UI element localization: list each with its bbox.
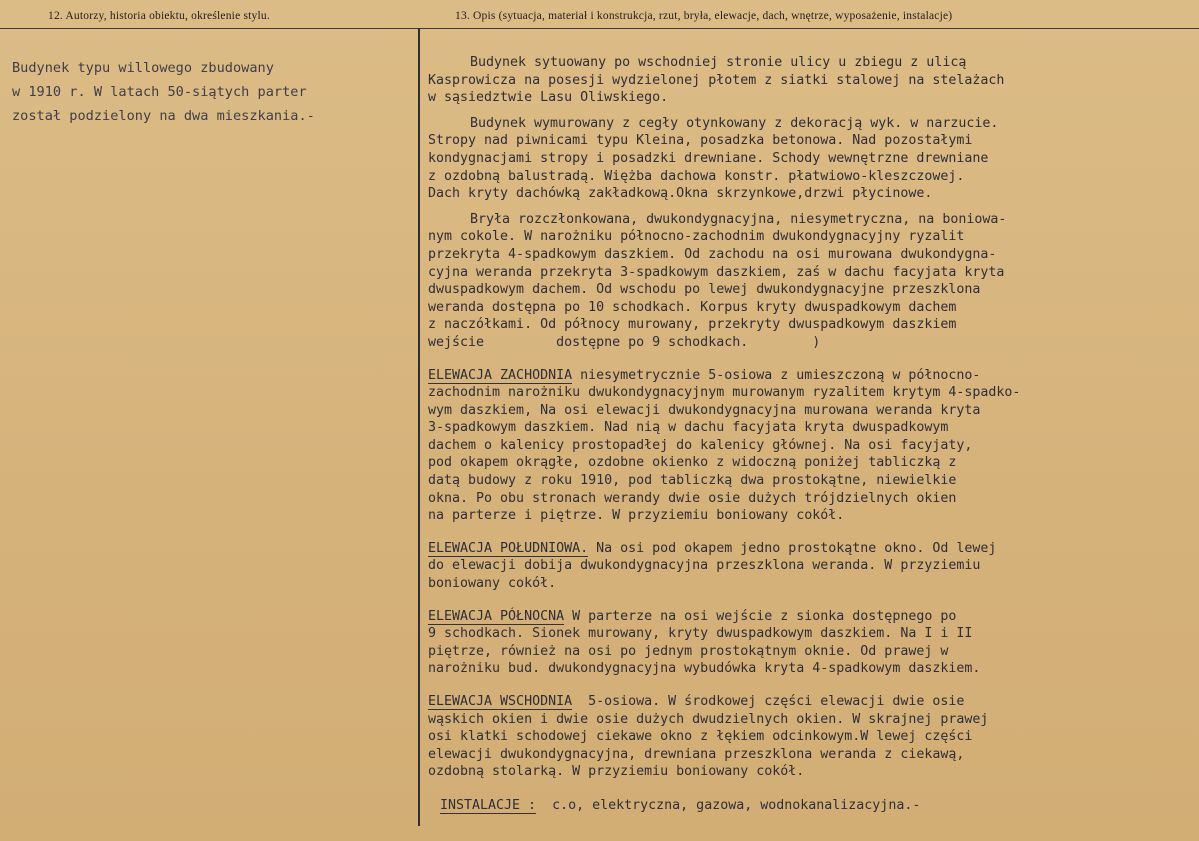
text-line: Stropy nad piwnicami typu Kleina, posadzka betonowa. Nad pozostałymi (428, 133, 973, 149)
text-line: narożniku bud. dwukondygnacyjna wybudówka kryta 4-spadkowym daszkiem. (428, 661, 981, 677)
text-line: na parterze i piętrze. W przyziemiu boniowany cokół. (428, 508, 845, 524)
text-line: Budynek sytuowany po wschodniej stronie ulicy u zbiegu z ulicą (470, 55, 967, 70)
text-line: Budynek wymurowany z cegły otynkowany z dekoracją wyk. w narzucie. (470, 115, 999, 131)
text-line: 3-spadkowym daszkiem. Nad nią w dachu facyjata kryta dwuspadkowym (428, 420, 949, 436)
west-elevation-heading: ELEWACJA ZACHODNIA (428, 367, 573, 383)
text-line (428, 540, 1188, 558)
description-text (428, 54, 1188, 819)
text-line (428, 608, 1188, 626)
section-13-header: 13. Opis (sytuacja, materiał i konstrukcja, rzut, bryła, elewacje, dach, wnętrze, wyposażenie, instalacje) (455, 10, 953, 22)
text-line: kondygnacjami stropy i posadzki drewniane. Schody wewnętrzne drewniane (428, 150, 989, 166)
west-elevation-paragraph (428, 367, 1188, 525)
text-line: Kasprowicza na posesji wydzielonej płotem z siatki stalowej na stelażach (428, 72, 1005, 88)
text-line: cyjna weranda przekryta 3-spadkowym daszkiem, zaś w dachu facyjata kryta (428, 264, 1005, 280)
text-line: datą budowy z roku 1910, pod tabliczką dwa prostokątne, niewielkie (428, 473, 957, 489)
text-line: z naczółkami. Od północy murowany, przekryty dwuspadkowym daszkiem (428, 317, 957, 333)
north-elevation-paragraph (428, 608, 1188, 678)
text-line: wejście dostępne po 9 schodkach. ) (428, 334, 821, 350)
text-line: w 1910 r. W latach 50-siątych parter (12, 84, 307, 100)
text-line (428, 797, 1188, 815)
text-line (428, 693, 1188, 711)
text-line: pod okapem okrągłe, ozdobne okienko z widoczną poniżej tabliczką z (428, 455, 957, 471)
text-line: został podzielony na dwa mieszkania.- (12, 108, 315, 124)
south-elevation-heading: ELEWACJA POŁUDNIOWA. (428, 540, 589, 556)
east-elevation-heading: ELEWACJA WSCHODNIA (428, 694, 573, 709)
text-line: Bryła rozczłonkowana, dwukondygnacyjna, niesymetryczna, na boniowa- (470, 211, 1007, 227)
text-line: Dach kryty dachówką zakładkową.Okna skrzynkowe,drzwi płycinowe. (428, 186, 933, 202)
text-line: wym daszkiem, Na osi elewacji dwukondygnacyjna murowana weranda kryta (428, 402, 981, 418)
section-12-header: 12. Autorzy, historia obiektu, określenie stylu. (48, 10, 270, 22)
north-elevation-heading: ELEWACJA PÓŁNOCNA (428, 608, 565, 624)
text-line (428, 367, 1188, 385)
situation-paragraph (428, 54, 1188, 107)
text-line: dachem o kalenicy prostopadłej do kalenicy głównej. Na osi facyjaty, (428, 437, 973, 453)
text-line: ozdobną stolarką. W przyziemiu boniowany cokół. (428, 764, 805, 780)
construction-paragraph (428, 115, 1188, 203)
text-line: dwuspadkowym dachem. Od wschodu po lewej dwukondygnacyjne przeszklona (428, 282, 981, 298)
text-line: wąskich okien i dwie osie dużych dwudzielnych okien. W skrajnej prawej (428, 711, 989, 727)
text-line: w sąsiedztwie Lasu Oliwskiego. (428, 90, 669, 106)
text-line: elewacji dwukondygnacyjna, drewniana przeszklona weranda z ciekawą, (428, 746, 965, 762)
south-elevation-paragraph (428, 540, 1188, 593)
text-line: z ozdobną balustradą. Więżba dachowa konstr. płatwiowo-kleszczowej. (428, 168, 965, 184)
header-rule (0, 28, 1199, 29)
text-line: weranda dostępna po 10 schodkach. Korpus kryty dwuspadkowym dachem (428, 299, 957, 315)
installations-paragraph (428, 797, 1188, 815)
text-line: do elewacji dobija dwukondygnacyjna przeszklona weranda. W przyziemiu (428, 558, 981, 574)
text-line: Budynek typu willowego zbudowany (12, 60, 274, 76)
east-elevation-paragraph (428, 693, 1188, 781)
text-line: 9 schodkach. Sionek murowany, kryty dwuspadkowym daszkiem. Na I i II (428, 626, 973, 642)
text-run: niesymetrycznie 5-osiowa z umieszczoną w północno- (572, 367, 981, 383)
text-line: przekryta 4-spadkowym daszkiem. Od zachodu na osi murowana dwukondygna- (428, 246, 997, 262)
text-run: Na osi pod okapem jedno prostokątne okno. Od lewej (588, 540, 997, 556)
text-line: zachodnim narożniku dwukondygnacyjnym murowanym ryzalitem krytym 4-spadko- (428, 385, 1021, 401)
text-run: 5-osiowa. W środkowej części elewacji dwie osie (572, 694, 965, 709)
text-line: boniowany cokół. (428, 576, 557, 592)
text-run: W parterze na osi wejście z sionka dostępnego po (564, 608, 957, 624)
column-divider (418, 28, 420, 826)
installations-heading: INSTALACJE : (440, 797, 537, 813)
text-line: osi klatki schodowej ciekawe okno z łękiem odcinkowym.W lewej części (428, 729, 973, 745)
text-line: nym cokole. W narożniku północno-zachodnim dwukondygnacyjny ryzalit (428, 229, 965, 245)
authors-history-text (12, 56, 412, 128)
massing-paragraph (428, 211, 1188, 352)
text-run: c.o, elektryczna, gazowa, wodnokanalizacyjna.- (536, 797, 921, 813)
text-line: okna. Po obu stronach werandy dwie osie dużych trójdzielnych okien (428, 490, 957, 506)
text-line: piętrze, również na osi po jednym prostokątnym oknie. Od prawej w (428, 643, 949, 659)
